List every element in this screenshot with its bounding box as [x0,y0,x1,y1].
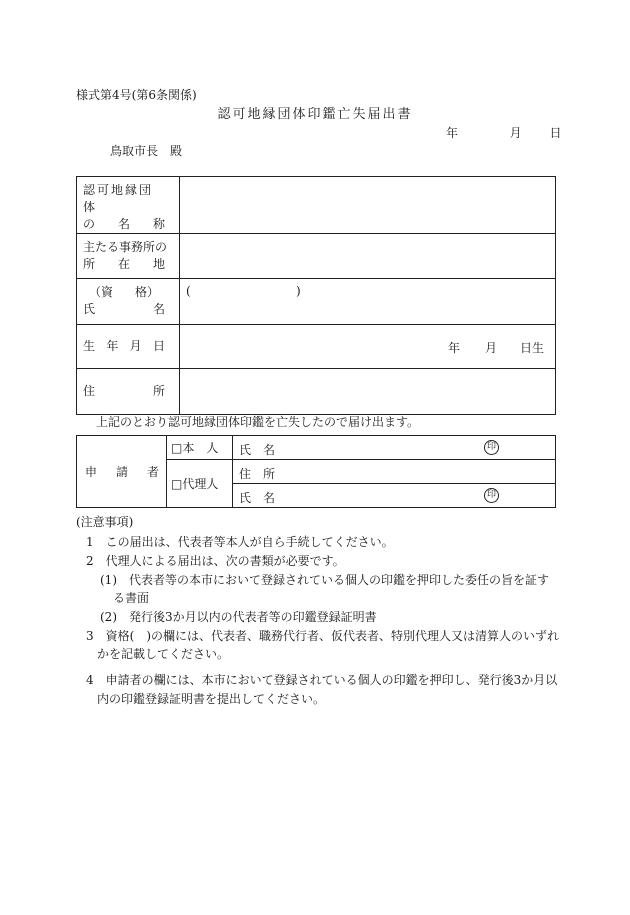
note-4-line2: 内の印鑑登録証明書を提出してください。 [97,692,326,706]
address-field[interactable] [180,369,556,415]
label-char: 日 [152,339,165,353]
label-char: 格） [134,285,159,299]
birth-date-row [77,325,556,369]
addressee: 鳥取市長 殿 [110,144,183,158]
org-name-label-line2 [83,216,165,233]
name-label-line2 [83,301,165,318]
label-char: 所 [83,257,96,271]
label-char: 地 [152,257,165,271]
applicant-row-self [77,436,556,460]
address-label-text [83,383,165,400]
agent-name-label [239,489,275,506]
note-2: 2 代理人による届出は、次の書類が必要です。 [86,554,345,568]
applicant-label [77,436,167,508]
agent-address-field[interactable] [233,460,556,484]
label-char: 在 [117,257,130,271]
label-char: 住 [239,467,252,481]
form-number-label: 様式第4号(第6条関係) [76,88,197,102]
birth-day-label: 日生 [520,341,545,355]
org-name-label [77,177,180,234]
label-char: 名 [262,491,275,505]
date-month-label: 月 [509,126,522,140]
birth-date-label [77,325,180,369]
qualification-label-line1 [89,284,159,301]
label-char: 名 [117,217,130,231]
label-char: 名 [152,302,165,316]
self-name-label [239,441,275,458]
label-char: 年 [106,339,119,353]
qualification-paren-open: ( [186,284,191,298]
date-year-label: 年 [446,126,459,140]
org-name-field[interactable] [180,177,556,234]
label-char: 称 [152,217,165,231]
statement-text: 上記のとおり認可地縁団体印鑑を亡失したので届け出ます。 [96,415,420,429]
label-char: 名 [262,443,275,457]
self-name-field[interactable] [233,436,556,460]
birth-date-label-text [83,338,165,355]
self-checkbox-option[interactable]: □本 人 [167,436,233,460]
label-char: 氏 [239,443,252,457]
birth-date-field[interactable] [180,325,556,369]
label-char: 住 [83,384,96,398]
agent-checkbox-option[interactable]: □代理人 [167,460,233,508]
office-label-line1: 主たる事務所の [83,240,168,254]
label-char: 者 [146,465,159,479]
agent-name-field[interactable] [233,484,556,508]
date-day-label: 日 [549,126,562,140]
label-char: の [83,217,96,231]
qualification-name-label [77,279,180,325]
note-3-line1: 3 資格( )の欄には、代表者、職務代行者、仮代表者、特別代理人又は清算人のいずれ [86,629,560,643]
agent-address-label [239,465,275,482]
document-title: 認可地縁団体印鑑亡失届出書 [217,107,413,122]
label-char: 請 [115,465,128,479]
qualification-paren-close: ) [296,284,301,298]
label-char: （資 [89,285,114,299]
office-row [77,234,556,279]
note-3-line2: かを記載してください。 [97,647,230,661]
applicant-table [76,435,556,508]
applicant-label-text [85,463,159,480]
org-name-label-line1: 認可地縁団体 [83,183,154,214]
address-row [77,369,556,415]
label-char: 所 [262,467,275,481]
birth-year-label: 年 [448,341,461,355]
note-2-1-line2: る書面 [113,591,150,605]
seal-mark-icon: 印 [484,440,499,455]
qualification-name-field[interactable] [180,279,556,325]
note-1: 1 この届出は、代表者等本人が自ら手続してください。 [86,535,394,549]
qualification-name-row [77,279,556,325]
note-4-line1: 4 申請者の欄には、本市において登録されている個人の印鑑を押印し、発行後3か月以 [86,673,558,687]
office-label [77,234,180,279]
note-2-1-line1: (1) 代表者等の本市において登録されている個人の印鑑を押印した委任の旨を証す [100,573,550,587]
address-label [77,369,180,415]
label-char: 所 [152,384,165,398]
seal-mark-icon: 印 [484,488,499,503]
label-char: 生 [83,339,96,353]
office-location-field[interactable] [180,234,556,279]
label-char: 月 [129,339,142,353]
date-line [446,124,562,141]
birth-month-label: 月 [485,341,498,355]
label-char: 氏 [239,491,252,505]
label-char: 申 [85,465,98,479]
org-name-row [77,177,556,234]
label-char: 氏 [83,302,96,316]
note-2-2: (2) 発行後3か月以内の代表者等の印鑑登録証明書 [100,610,377,624]
office-label-line2 [83,256,165,273]
main-form-table [76,176,556,415]
notes-heading: (注意事項) [76,515,134,529]
